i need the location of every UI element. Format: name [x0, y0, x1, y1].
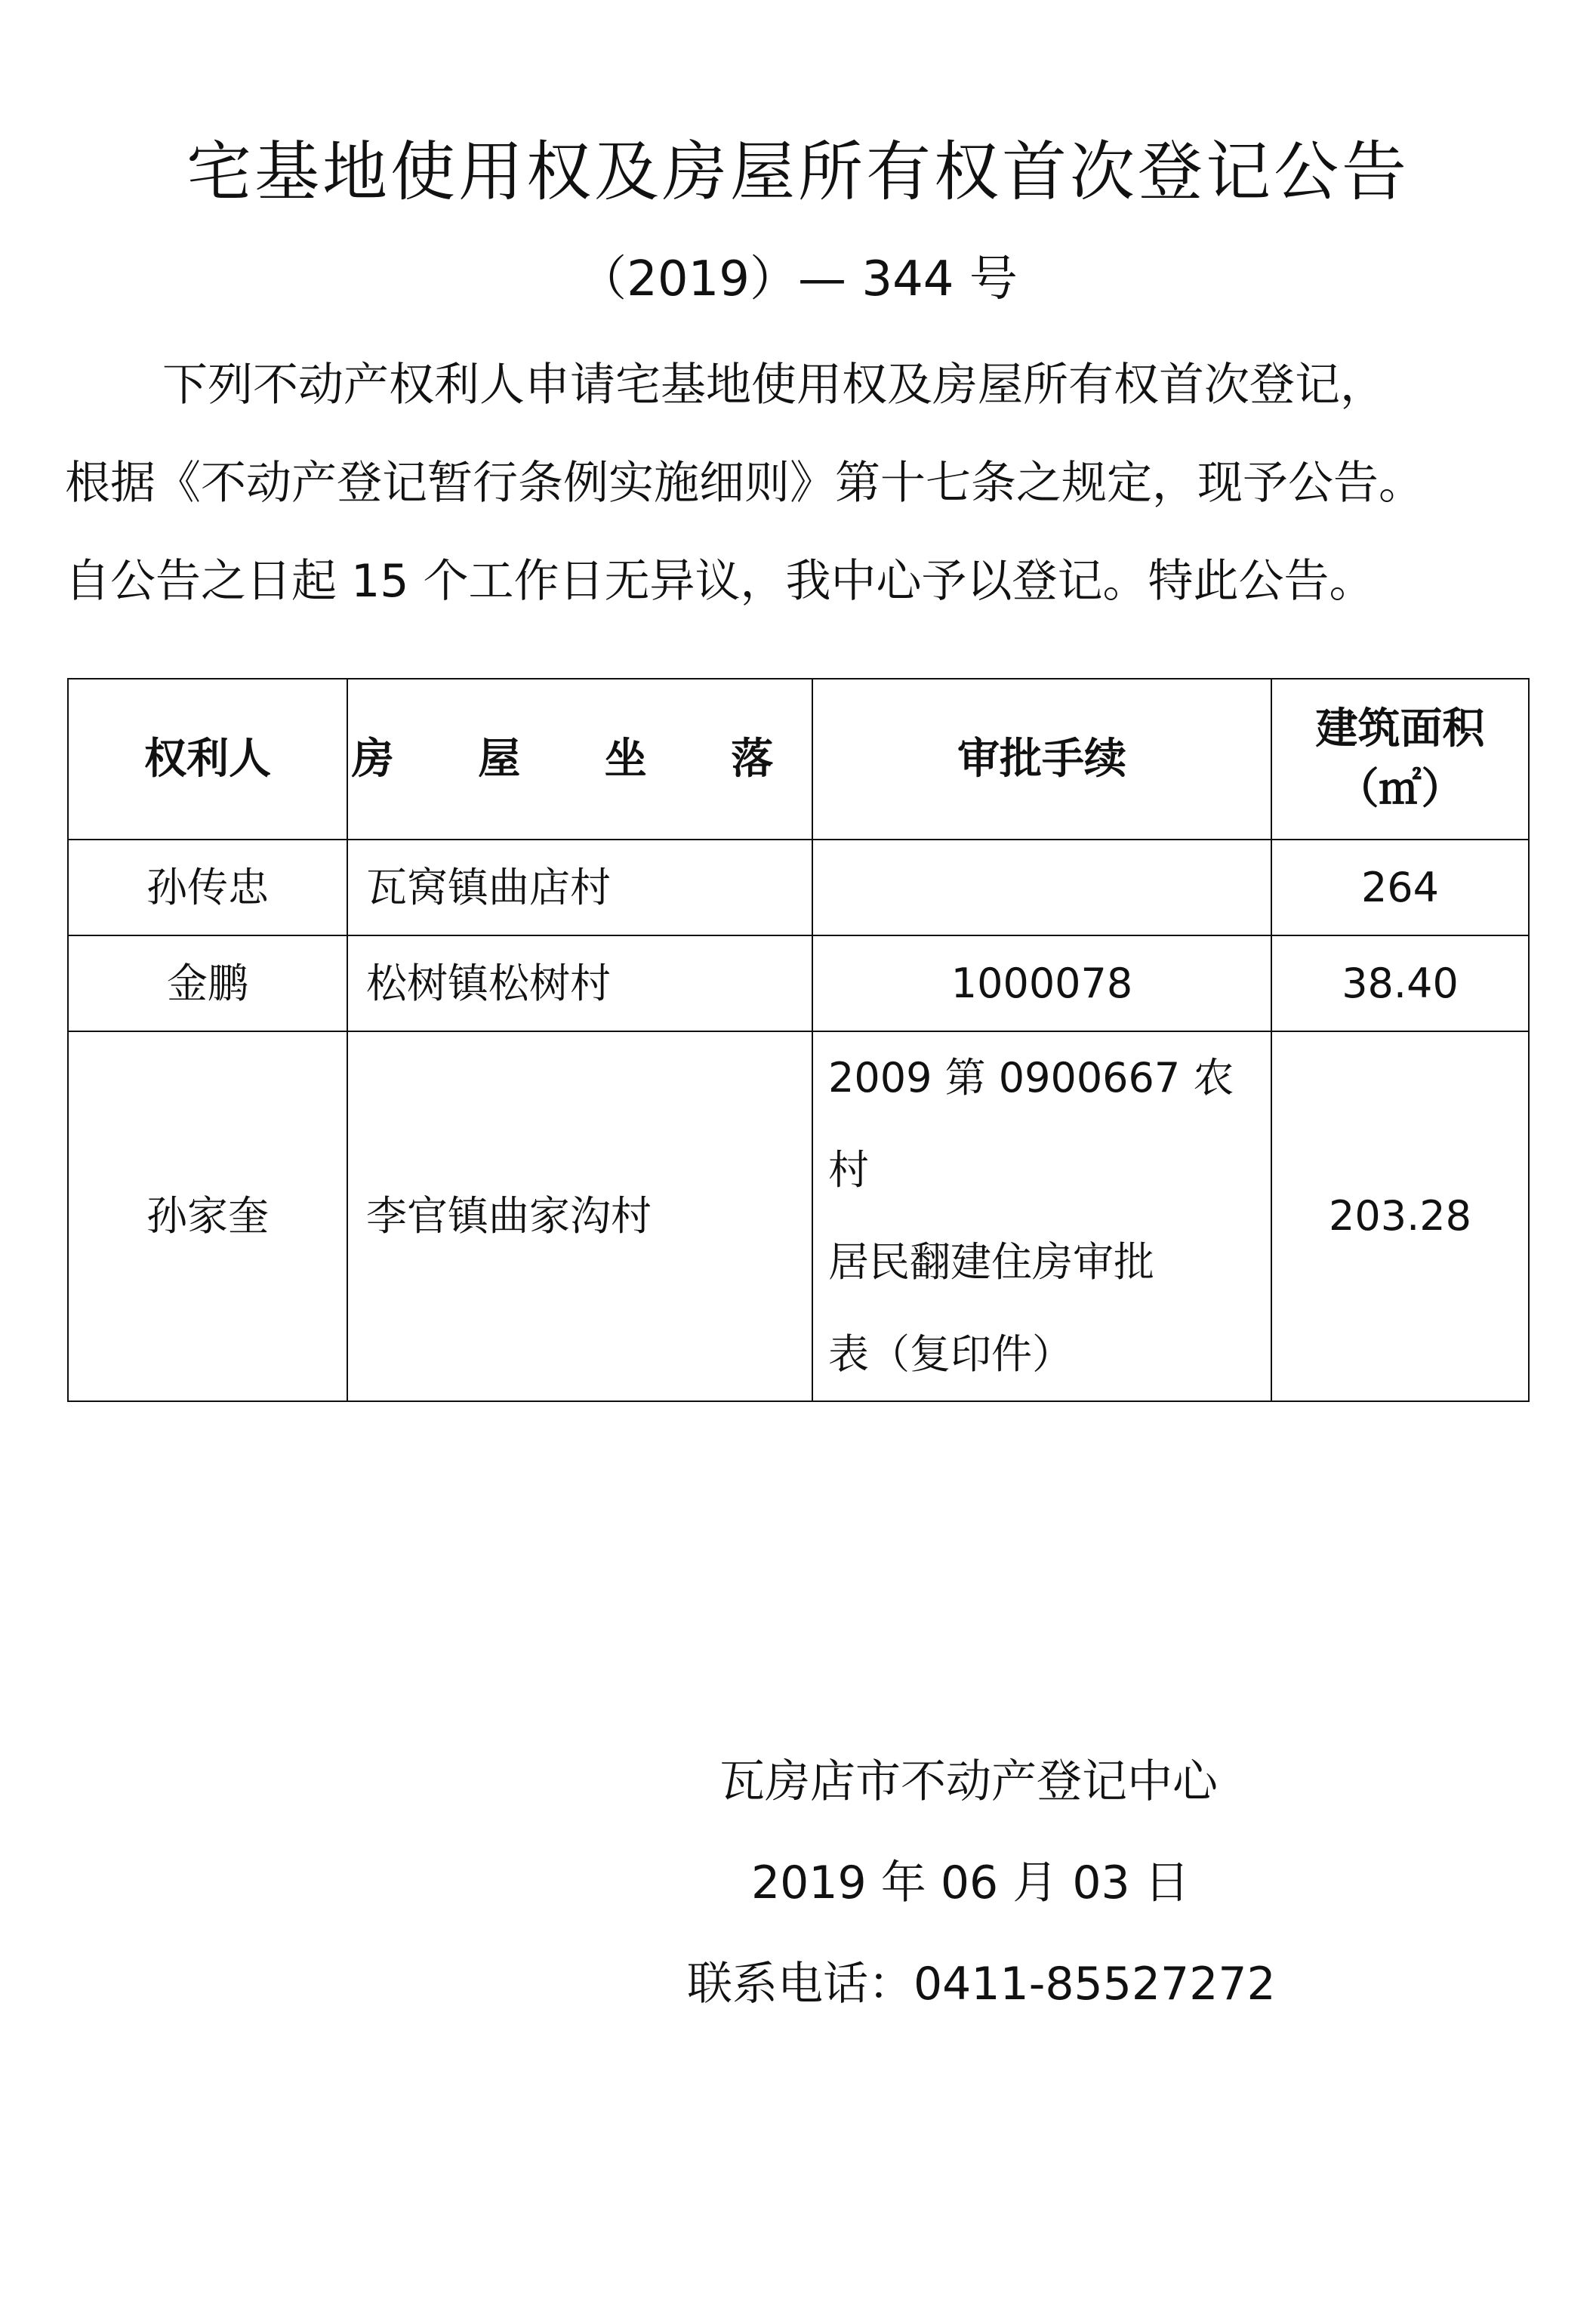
cell-location: 李官镇曲家沟村 [347, 1031, 812, 1401]
footer-date: 2019 年 06 月 03 日 [751, 1857, 1190, 1909]
notice-paragraph-line-3: 自公告之日起 15 个工作日无异议，我中心予以登记。特此公告。 [65, 555, 1375, 608]
cell-approval: 1000078 [812, 935, 1271, 1031]
table-row [68, 935, 1529, 1031]
header-location: 房 屋 坐 落 [347, 679, 812, 840]
notice-title: 宅基地使用权及房屋所有权首次登记公告 [186, 134, 1410, 210]
header-area-line-2: （㎡） [1336, 764, 1464, 814]
table-header-row [68, 679, 1529, 840]
notice-paragraph-line-1: 下列不动产权利人申请宅基地使用权及房屋所有权首次登记， [162, 359, 1385, 411]
cell-approval-line-2: 居民翻建住房审批 [828, 1238, 1154, 1286]
header-area-line-1: 建筑面积 [1315, 704, 1485, 753]
table-row [68, 1031, 1529, 1401]
cell-area: 203.28 [1271, 1031, 1529, 1401]
cell-approval [812, 1031, 1271, 1401]
cell-approval-line-3: 表（复印件） [828, 1330, 1073, 1378]
header-approval: 审批手续 [812, 679, 1271, 840]
doc-number: （2019）— 344 号 [578, 251, 1018, 307]
cell-approval-line-1: 2009 第 0900667 农村 [828, 1054, 1234, 1194]
cell-location: 松树镇松树村 [347, 935, 812, 1031]
cell-approval [812, 840, 1271, 935]
cell-area: 264 [1271, 840, 1529, 935]
footer-phone: 联系电话：0411-85527272 [687, 1958, 1276, 2011]
notice-paragraph-line-2: 根据《不动产登记暂行条例实施细则》第十七条之规定，现予公告。 [65, 457, 1424, 510]
cell-area: 38.40 [1271, 935, 1529, 1031]
registration-table [67, 678, 1530, 1402]
cell-owner: 孙家奎 [68, 1031, 347, 1401]
footer-organization: 瓦房店市不动产登记中心 [719, 1755, 1218, 1808]
header-area [1271, 679, 1529, 840]
cell-owner: 金鹏 [68, 935, 347, 1031]
cell-location: 瓦窝镇曲店村 [347, 840, 812, 935]
cell-owner: 孙传忠 [68, 840, 347, 935]
table-row [68, 840, 1529, 935]
header-owner: 权利人 [68, 679, 347, 840]
